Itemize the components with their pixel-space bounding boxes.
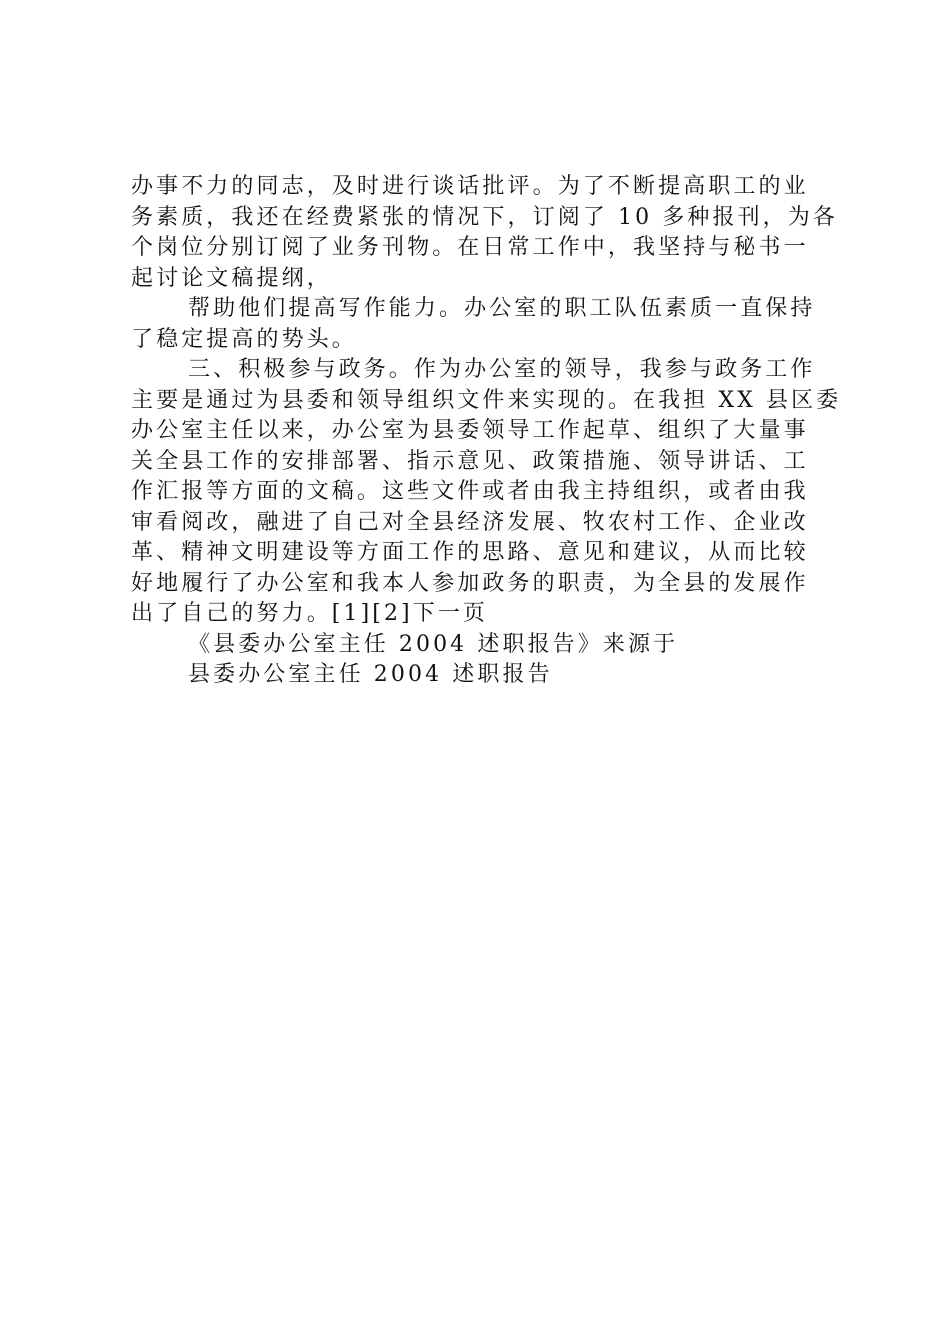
text-line-12: 审看阅改，融进了自己对全县经济发展、牧农村工作、企业改 [131,509,809,535]
text-line-14: 好地履行了办公室和我本人参加政务的职责，为全县的发展作 [131,570,809,596]
text-line-3: 个岗位分别订阅了业务刊物。在日常工作中，我坚持与秘书一 [131,235,809,260]
text-line-15: 出了自己的努力。[1][2]下一页 [131,601,489,626]
text-line-1: 办事不力的同志，及时进行谈话批评。为了不断提高职工的业 [131,174,809,199]
report-title-line: 县委办公室主任 2004 述职报告 [188,662,553,687]
text-line-10: 关全县工作的安排部署、指示意见、政策措施、领导讲话、工 [131,448,809,474]
document-body [131,172,842,691]
source-line: 《县委办公室主任 2004 述职报告》来源于 [188,631,679,657]
text-line-5: 帮助他们提高写作能力。办公室的职工队伍素质一直保持 [188,296,816,321]
text-line-8: 主要是通过为县委和领导组织文件来实现的。在我担 XX 县区委 [131,387,842,413]
text-line-4: 起讨论文稿提纲， [131,265,332,291]
text-line-9: 办公室主任以来，办公室为县委领导工作起草、组织了大量事 [131,418,809,443]
text-line-6: 了稳定提高的势头。 [131,326,357,352]
text-line-2: 务素质，我还在经费紧张的情况下，订阅了 10 多种报刊，为各 [131,204,838,230]
text-line-11: 作汇报等方面的文稿。这些文件或者由我主持组织，或者由我 [131,479,809,504]
text-line-13: 革、精神文明建设等方面工作的思路、意见和建议，从而比较 [131,540,809,565]
text-line-7: 三、积极参与政务。作为办公室的领导，我参与政务工作 [188,357,816,382]
